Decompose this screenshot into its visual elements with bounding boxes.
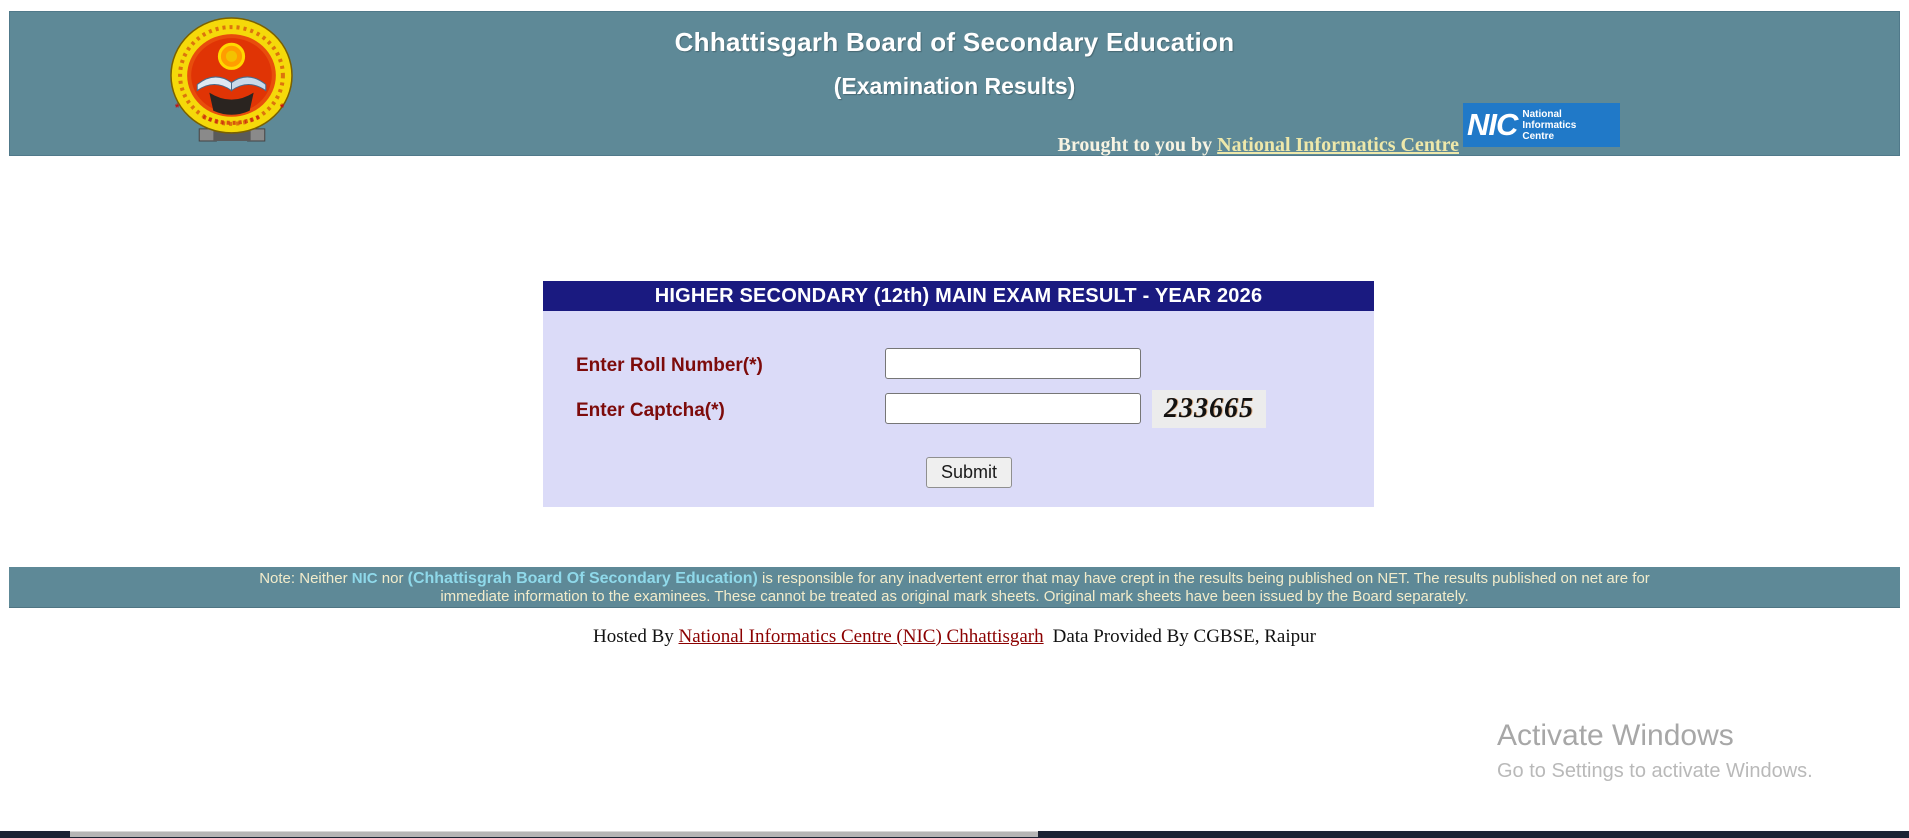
svg-text:*: * <box>175 101 180 114</box>
nic-acronym: NIC <box>1467 107 1518 142</box>
submit-button[interactable]: Submit <box>926 457 1012 488</box>
form-title: HIGHER SECONDARY (12th) MAIN EXAM RESULT - YEAR 2026 <box>543 281 1374 311</box>
disclaimer-line1: Note: Neither NIC nor (Chhattisgrah Board Of Secondary Education) is responsible for any inadvertent error that may have crept in the results being published on NET. The results published on net are for <box>259 570 1650 587</box>
svg-text:*: * <box>279 101 285 114</box>
brought-to-you-text: Brought to you by <box>1057 134 1218 156</box>
disclaimer-nic-highlight: NIC <box>351 570 378 587</box>
page-title: Chhattisgarh Board of Secondary Education <box>674 27 1235 57</box>
brought-to-you-row <box>1058 134 1460 157</box>
site-header <box>9 11 1900 156</box>
captcha-value: 233665 <box>1152 390 1266 428</box>
data-provided-text: Data Provided By CGBSE, Raipur <box>1052 626 1316 647</box>
captcha-label: Enter Captcha(*) <box>576 400 725 421</box>
result-form-panel <box>543 281 1374 507</box>
nic-logo <box>1463 103 1620 147</box>
page-subtitle: (Examination Results) <box>833 73 1076 99</box>
cgbse-logo <box>168 16 296 142</box>
nic-logo-caption: National Informatics Centre <box>1522 108 1577 142</box>
activate-windows-watermark: Activate Windows Go to Settings to activate Windows. <box>1497 719 1813 782</box>
nic-chhattisgarh-link[interactable]: National Informatics Centre (NIC) Chhattisgarh <box>678 626 1044 647</box>
taskbar-item-strip <box>70 831 1038 837</box>
roll-number-input[interactable] <box>885 348 1141 379</box>
form-body <box>543 311 1374 507</box>
captcha-input[interactable] <box>885 393 1141 424</box>
disclaimer-board-highlight: (Chhattisgrah Board Of Secondary Education) <box>407 570 758 587</box>
roll-number-label: Enter Roll Number(*) <box>576 355 763 376</box>
hosted-by-text: Hosted By <box>593 626 679 647</box>
nic-link[interactable]: National Informatics Centre <box>1217 134 1459 156</box>
hosted-by-line <box>0 626 1909 648</box>
disclaimer-line2: immediate information to the examinees. These cannot be treated as original mark sheets. Original mark sheets have been issued by the Board separately. <box>440 588 1469 605</box>
disclaimer-band <box>9 567 1900 608</box>
taskbar-edge <box>0 831 1909 838</box>
